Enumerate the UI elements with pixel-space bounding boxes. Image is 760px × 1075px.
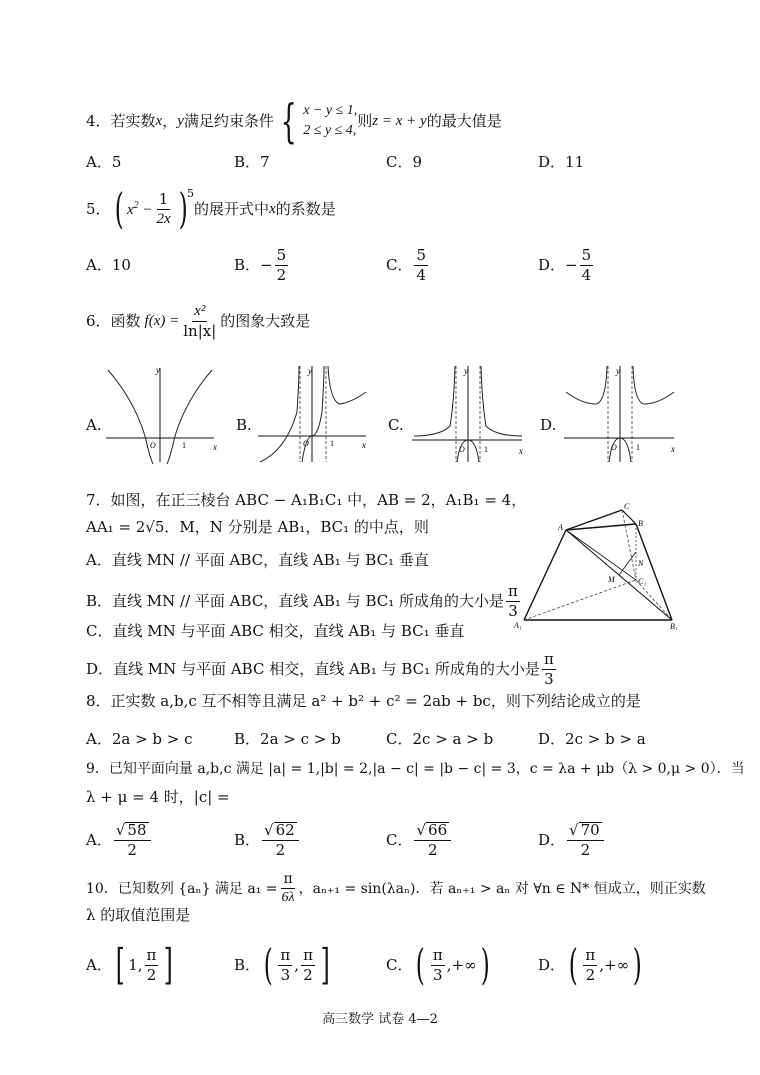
q7-line-2: AA₁ = 2√5．M，N 分别是 AB₁，BC₁ 的中点，则 [86,518,429,536]
q6-a-axis-x: x [213,442,217,452]
left-brace-icon: { [280,94,297,148]
q8-option-a: A．2a > b > c [86,730,193,748]
q6-func: f(x) = [144,313,180,329]
q5-stem: 5． ( $x^2$ − $\frac{1}{2x}$ ) 5 的展开式中 x 的系数是 [86,184,336,233]
q4-stem [86,94,502,148]
q8-option-d: D．2c > b > a [538,730,646,748]
q6-d-origin: O [611,443,617,452]
q4-var-y: y [177,112,184,129]
q6-b-origin: O [303,439,309,448]
q6-c-axis-y: y [464,366,468,376]
q9-line-1: 9．已知平面向量 a,b,c 满足 |a| = 1,|b| = 2,|a − c| = |b − c| = 3，c = λa + μb（λ > 0,μ > 0）．当 [86,761,745,777]
q7-label-m: M [608,575,615,584]
q6-c-origin: O [459,445,465,454]
q6-c-axis-x: x [519,446,523,456]
q6-a-tick: 1 [182,441,186,450]
q6-frac-den: ln|x| [183,322,217,340]
q6-label-d: D. [540,416,557,434]
q4-option-d: D．11 [538,153,585,171]
q10-option-d: D． ( $\frac{\pi}{2}$ ,+∞ ) [538,940,642,989]
page-footer: 高三数学 试卷 4—2 [322,1012,438,1027]
q7-option-d: D．直线 MN 与平面 ABC 相交，直线 AB₁ 与 BC₁ 所成角的大小是 $\frac{\pi}{3}$ [86,650,554,688]
q4-then: 则 [357,111,373,130]
q7-line-1: 7．如图，在正三棱台 ABC − A₁B₁C₁ 中，AB = 2，A₁B₁ = 4， [86,491,527,509]
q8-option-b: B．2a > c > b [234,730,341,748]
q10-option-b: B． ( $\frac{\pi}{3}$ , $\frac{\pi}{2}$ ] [234,940,330,989]
q10-line-2: λ 的取值范围是 [86,906,191,924]
q4-option-a: A．5 [86,153,122,171]
q7-label-a: A [558,523,563,532]
q7-label-a1: A₁ [514,621,522,630]
q7-label-n: N [638,559,644,568]
q6-label-c: C. [388,416,404,434]
q7-label-c: C [624,502,630,511]
q6-label-b: B. [236,416,252,434]
q6-c-tick: 1 [484,445,488,454]
q6-graph-a [104,362,220,464]
q7-option-b: B．直线 MN // 平面 ABC，直线 AB₁ 与 BC₁ 所成角的大小是 $\frac{\pi}{3}$ [86,582,518,620]
q6-graph-d [562,362,680,464]
q6-a-origin: O [150,441,156,450]
q6-suffix: 的图象大致是 [220,312,311,330]
q6-a-axis-y: y [156,365,160,375]
q9-option-c: C． $\frac{√ 66}{2}$ [386,822,453,858]
q5-number: 5． [86,199,111,218]
q10-option-c: C． ( $\frac{\pi}{3}$ ,+∞ ) [386,940,490,989]
q6-label-a: A. [86,416,102,434]
q5-option-c: C． $\frac{5}{4}$ [386,246,427,284]
q5-option-d: D． − $\frac{5}{4}$ [538,246,592,284]
q4-mid: 满足约束条件 [183,111,274,130]
q6-d-axis-y: y [616,366,620,376]
q4-expr: z = x + y [372,112,427,129]
q5-frac-num: 1 [158,189,169,208]
q5-option-b: B． − $\frac{5}{2}$ [234,246,287,284]
q5-frac-den: 2x [156,210,171,227]
q6-b-tick: 1 [330,439,334,448]
q6-prefix: 6．函数 [86,312,141,330]
q4-constraint-2: 2 ≤ y ≤ 4, [303,123,357,138]
q4-option-b: B．7 [234,153,270,171]
q6-fraction [181,304,218,339]
q7-label-b: B [638,519,643,528]
q6-b-axis-x: x [362,440,366,450]
q5-mid: 的展开式中 [194,199,270,218]
q8-option-c: C．2c > a > b [386,730,494,748]
q6-graph-c [410,362,528,464]
q6-d-axis-x: x [671,444,675,454]
q4-sep: ， [162,111,178,130]
q7-label-b1: B₁ [670,622,678,630]
q5-var: x [269,200,276,217]
q10-option-a: A． [ 1, $\frac{\pi}{2}$ ] [86,940,174,989]
q4-suffix: 的最大值是 [426,111,502,130]
left-paren-icon: ( [114,184,124,233]
q9-option-b: B． $\frac{√ 62}{2}$ [234,822,301,858]
q6-frac-num: x² [192,304,207,322]
q8-stem: 8．正实数 a,b,c 互不相等且满足 a² + b² + c² = 2ab + bc，则下列结论成立的是 [86,692,641,710]
q5-option-a: A．10 [86,256,131,274]
q5-fraction [154,189,172,227]
q7-frustum-figure [510,500,686,630]
q6-b-axis-y: y [308,366,312,376]
q4-var-x: x [155,112,163,129]
q7-label-c1: C₁ [638,577,647,586]
q4-constraint-1: x − y ≤ 1, [303,103,358,118]
q4-constraint-system [274,94,358,148]
q5-power: 5 [187,187,195,200]
q6-stem [86,304,310,339]
q10-line-1: 10．已知数列 {aₙ} 满足 a₁ = $\frac{\pi}{6\lambda}$ ，aₙ₊₁ = sin(λaₙ)．若 aₙ₊₁ > aₙ 对 ∀n ∈ N* 恒成立，则正实数 [86,871,706,905]
q9-line-2: λ + μ = 4 时，|c| = [86,788,230,806]
q7-option-a: A．直线 MN // 平面 ABC，直线 AB₁ 与 BC₁ 垂直 [86,551,429,569]
q7-option-c: C．直线 MN 与平面 ABC 相交，直线 AB₁ 与 BC₁ 垂直 [86,622,465,640]
q5-suffix: 的系数是 [275,199,336,218]
right-paren-icon: ) [178,184,188,233]
q6-graph-b [256,362,372,464]
q9-option-a: A． $\frac{√ 58}{2}$ [86,822,153,858]
q9-option-d: D． $\frac{√ 70}{2}$ [538,822,606,858]
q4-option-c: C．9 [386,153,423,171]
q4-prefix: 4．若实数 [86,111,156,130]
q6-d-tick: 1 [636,443,640,452]
